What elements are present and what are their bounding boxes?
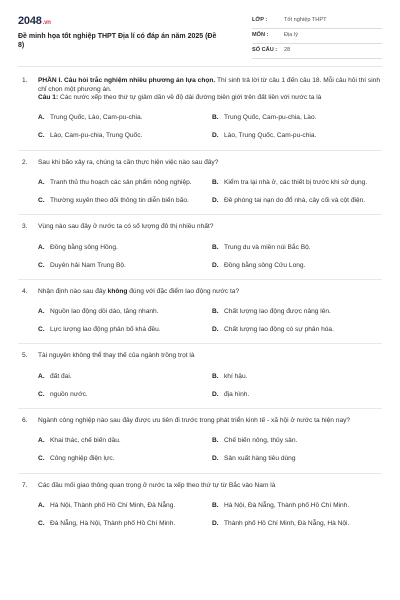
option-letter: D.	[212, 261, 219, 269]
option-c[interactable]	[38, 386, 210, 404]
option-text: Chất lượng lao động có sự phân hóa.	[224, 326, 334, 334]
question-divider	[18, 214, 382, 215]
option-c[interactable]	[38, 192, 210, 210]
option-text: Lào, Trung Quốc, Cam-pu-chia.	[224, 132, 317, 140]
options-grid	[38, 174, 382, 210]
option-text: Duyên hải Nam Trung Bộ.	[50, 261, 126, 269]
question-text-pre: Nhận định nào sau đây	[38, 287, 108, 295]
meta-value: Tốt nghiệp THPT	[284, 17, 327, 24]
option-text: Lào, Cam-pu-chia, Trung Quốc.	[50, 132, 143, 140]
option-letter: D.	[212, 455, 219, 463]
option-letter: B.	[212, 372, 219, 380]
question-number: 2.	[22, 158, 28, 166]
option-text: Khai thác, chế biến dầu.	[50, 437, 121, 445]
option-d[interactable]	[212, 321, 384, 339]
options-grid	[38, 368, 382, 404]
option-letter: A.	[38, 372, 45, 380]
option-text: nguồn nước.	[50, 390, 88, 398]
question-number: 5.	[22, 352, 28, 360]
option-text: Trung du và miền núi Bắc Bộ.	[224, 243, 311, 251]
meta-value: 28	[284, 47, 291, 54]
question-number: 4.	[22, 287, 28, 295]
option-text: Thành phố Hồ Chí Minh, Đà Nẵng, Hà Nội.	[224, 519, 350, 527]
header-divider	[18, 66, 382, 67]
question-4	[18, 288, 382, 340]
option-letter: D.	[212, 390, 219, 398]
option-a[interactable]	[38, 110, 210, 128]
option-text: Đồng bằng sông Cửu Long.	[224, 261, 306, 269]
option-text: khí hậu.	[224, 372, 248, 380]
option-text: địa hình.	[224, 390, 250, 398]
options-grid	[38, 497, 382, 533]
meta-row-question-count	[252, 44, 382, 59]
option-text: Hà Nội, Đà Nẵng, Thành phố Hồ Chí Minh.	[224, 501, 350, 509]
option-text: Chế biến nông, thủy sản.	[224, 437, 298, 445]
logo-main: 2048	[18, 15, 42, 27]
question-number: 1.	[22, 77, 28, 84]
option-d[interactable]	[212, 257, 384, 275]
option-d[interactable]	[212, 386, 384, 404]
meta-label: MÔN :	[252, 32, 269, 39]
logo-suffix: .vn	[42, 20, 51, 26]
option-letter: C.	[38, 390, 45, 398]
option-text: Đề phòng tai nạn do đổ nhà, cây cối và cột điện.	[224, 196, 366, 204]
options-grid	[38, 303, 382, 339]
option-text: Trung Quốc, Cam-pu-chia, Lào.	[224, 114, 317, 122]
exam-meta-table	[252, 14, 382, 59]
option-letter: A.	[38, 178, 45, 186]
option-b[interactable]	[212, 433, 384, 451]
option-letter: D.	[212, 196, 219, 204]
option-letter: A.	[38, 114, 45, 122]
options-grid	[38, 239, 382, 275]
option-c[interactable]	[38, 128, 210, 146]
question-2	[18, 159, 382, 211]
option-letter: B.	[212, 501, 219, 509]
option-b[interactable]	[212, 303, 384, 321]
option-b[interactable]	[212, 239, 384, 257]
option-letter: C.	[38, 196, 45, 204]
option-letter: B.	[212, 178, 219, 186]
option-b[interactable]	[212, 174, 384, 192]
exam-title: Đề minh họa tốt nghiệp THPT Địa lí có đáp án năm 2025 (Đề 8)	[18, 33, 217, 50]
option-letter: C.	[38, 261, 45, 269]
option-letter: A.	[38, 308, 45, 316]
options-grid	[38, 110, 382, 146]
option-letter: C.	[38, 132, 45, 140]
option-c[interactable]	[38, 451, 210, 469]
option-letter: B.	[212, 437, 219, 445]
option-c[interactable]	[38, 257, 210, 275]
meta-label: SỐ CÂU :	[252, 47, 278, 54]
option-letter: B.	[212, 114, 219, 122]
question-text: Tài nguyên không thể thay thế của ngành trồng trọt là	[38, 352, 195, 360]
option-a[interactable]	[38, 239, 210, 257]
question-text: Các đầu mối giao thông quan trọng ở nước ta xếp theo thứ tự từ Bắc vào Nam là	[38, 481, 276, 489]
options-grid	[38, 433, 382, 469]
question-divider	[18, 408, 382, 409]
option-letter: A.	[38, 243, 45, 251]
option-a[interactable]	[38, 497, 210, 515]
option-a[interactable]	[38, 368, 210, 386]
option-a[interactable]	[38, 433, 210, 451]
option-text: Sản xuất hàng tiêu dùng	[224, 455, 296, 463]
meta-label: LỚP :	[252, 17, 268, 24]
question-1	[18, 77, 382, 146]
question-text: Vùng nào sau đây ở nước ta có số lượng đô thị nhiều nhất?	[38, 223, 214, 231]
option-d[interactable]	[212, 515, 384, 533]
option-text: Đà Nẵng, Hà Nội, Thành phố Hồ Chí Minh.	[50, 519, 176, 527]
question-text-emphasis: không	[107, 287, 128, 295]
option-b[interactable]	[212, 110, 384, 128]
q1-label: Câu 1:	[38, 94, 59, 102]
option-text: Công nghiệp điện lực.	[50, 455, 115, 463]
question-6	[18, 417, 382, 469]
option-letter: C.	[38, 519, 45, 527]
option-text: Nguồn lao động dồi dào, tăng nhanh.	[50, 308, 159, 316]
option-letter: B.	[212, 243, 219, 251]
option-text: Chất lượng lao động được nâng lên.	[224, 308, 331, 316]
option-c[interactable]	[38, 321, 210, 339]
option-text: Kiểm tra lại nhà ở, các thiết bị trước khi sử dụng.	[224, 178, 368, 186]
option-d[interactable]	[212, 192, 384, 210]
option-letter: D.	[212, 326, 219, 334]
part-instructions: Thí sinh trả lời từ câu 1 đến câu 18. Mỗi câu hỏi thí sinh chỉ chọn một phương án.	[38, 77, 381, 93]
option-text: Trung Quốc, Lào, Cam-pu-chia.	[50, 114, 143, 122]
question-divider	[18, 473, 382, 474]
option-text: Tranh thủ thu hoạch các sản phẩm nông nghiệp.	[50, 178, 192, 186]
meta-row-class	[252, 14, 382, 29]
question-text: Ngành công nghiệp nào sau đây được ưu tiên đi trước trong phát triển kinh tế - xã hội ở nước ta hiện nay?	[38, 416, 351, 424]
option-text: Đồng bằng sông Hồng.	[50, 243, 118, 251]
option-d[interactable]	[212, 451, 384, 469]
question-7	[18, 482, 382, 534]
option-text: Lực lượng lao động phân bố khá đều.	[50, 326, 161, 334]
question-number: 7.	[22, 481, 28, 489]
question-3	[18, 223, 382, 275]
option-b[interactable]	[212, 368, 384, 386]
exam-content	[18, 77, 382, 533]
meta-value: Địa lý	[284, 32, 298, 39]
question-number: 6.	[22, 416, 28, 424]
option-a[interactable]	[38, 303, 210, 321]
option-a[interactable]	[38, 174, 210, 192]
option-text: đất đai.	[50, 372, 72, 380]
option-letter: D.	[212, 132, 219, 140]
question-divider	[18, 150, 382, 151]
option-text: Thường xuyên theo dõi thông tin diễn biến bão.	[50, 196, 189, 204]
option-letter: B.	[212, 308, 219, 316]
option-c[interactable]	[38, 515, 210, 533]
question-divider	[18, 279, 382, 280]
site-logo[interactable]	[18, 14, 51, 28]
option-letter: D.	[212, 519, 219, 527]
question-text: Sau khi bão xảy ra, chúng ta cần thực hiện việc nào sau đây?	[38, 158, 219, 166]
meta-row-subject	[252, 29, 382, 44]
option-letter: A.	[38, 501, 45, 509]
question-text	[38, 77, 382, 103]
option-text: Hà Nội, Thành phố Hồ Chí Minh, Đà Nẵng.	[50, 501, 176, 509]
part-label: PHẦN I. Câu hỏi trắc nghiệm nhiều phương án lựa chọn.	[38, 77, 216, 84]
question-text-post: đúng với đặc điểm lao động nước ta?	[127, 287, 240, 295]
page-header	[18, 14, 382, 60]
question-text	[38, 288, 382, 297]
option-letter: A.	[38, 437, 45, 445]
question-divider	[18, 343, 382, 344]
option-letter: C.	[38, 455, 45, 463]
option-b[interactable]	[212, 497, 384, 515]
option-letter: C.	[38, 326, 45, 334]
question-number: 3.	[22, 223, 28, 231]
question-5	[18, 352, 382, 404]
option-d[interactable]	[212, 128, 384, 146]
q1-text: Các nước xếp theo thứ tự giảm dần về độ dài đường biên giới trên đất liền với nước ta là	[58, 94, 322, 102]
